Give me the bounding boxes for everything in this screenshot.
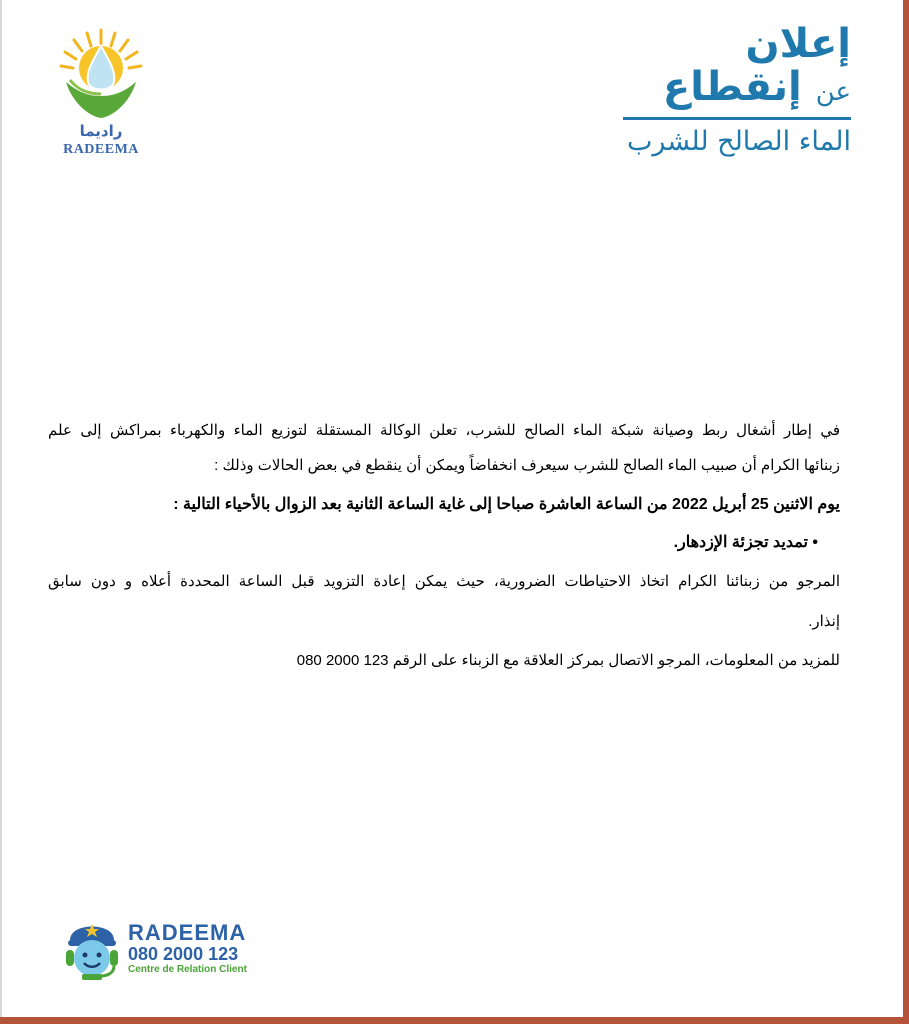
page-bottom-border [0, 1017, 909, 1024]
title-line-2-small: عن [815, 77, 851, 107]
title-divider [623, 117, 851, 120]
title-line-3: الماء الصالح للشرب [626, 126, 851, 157]
customer-agent-headset-icon [60, 912, 124, 982]
affected-area-bullet: • تمديد تجزئة الإزدهار. [673, 534, 818, 551]
customer-center-logo [60, 912, 270, 982]
title-line-2-big: إنقطاع [662, 64, 802, 110]
paragraph-intro-line-2: زبنائها الكرام أن صبيب الماء الصالح للشرب سيعرف انخفاضاً ويمكن أن ينقطع في بعض الحالات وذلك : [214, 457, 840, 474]
page-right-border [903, 0, 909, 1024]
bottom-logo-phone: 080 2000 123 [128, 944, 239, 964]
page-left-edge [0, 0, 2, 1024]
title-line-2 [611, 66, 851, 113]
paragraph-intro-line-1: في إطار أشغال ربط وصيانة شبكة الماء الصالح للشرب، تعلن الوكالة المستقلة لتوزيع الماء والكهرباء بمراكش إلى علم [48, 422, 840, 439]
bottom-logo-name: RADEEMA [128, 920, 247, 945]
paragraph-precautions-line-1: المرجو من زبنائنا الكرام اتخاذ الاحتياطات الضرورية، حيث يمكن إعادة التزويد قبل الساعة المحددة أعلاه و دون سابق [48, 573, 840, 590]
logo-latin-name: RADEEMA [63, 142, 139, 157]
paragraph-contact: للمزيد من المعلومات، المرجو الاتصال بمركز العلاقة مع الزبناء على الرقم 123 2000 080 [296, 652, 840, 669]
bottom-logo-subtitle: Centre de Relation Client [128, 964, 247, 975]
sun-water-drop-icon [58, 28, 144, 124]
logo-arabic-name: راديما [79, 122, 123, 140]
paragraph-date-time: يوم الاثنين 25 أبريل 2022 من الساعة العاشرة صباحا إلى غاية الساعة الثانية بعد الزوال بالأحياء التالية : [173, 496, 840, 513]
radeema-logo [58, 28, 144, 160]
title-line-1: إعلان [745, 21, 851, 67]
announcement-title [611, 22, 851, 113]
paragraph-precautions-line-2: إنذار. [808, 613, 840, 630]
